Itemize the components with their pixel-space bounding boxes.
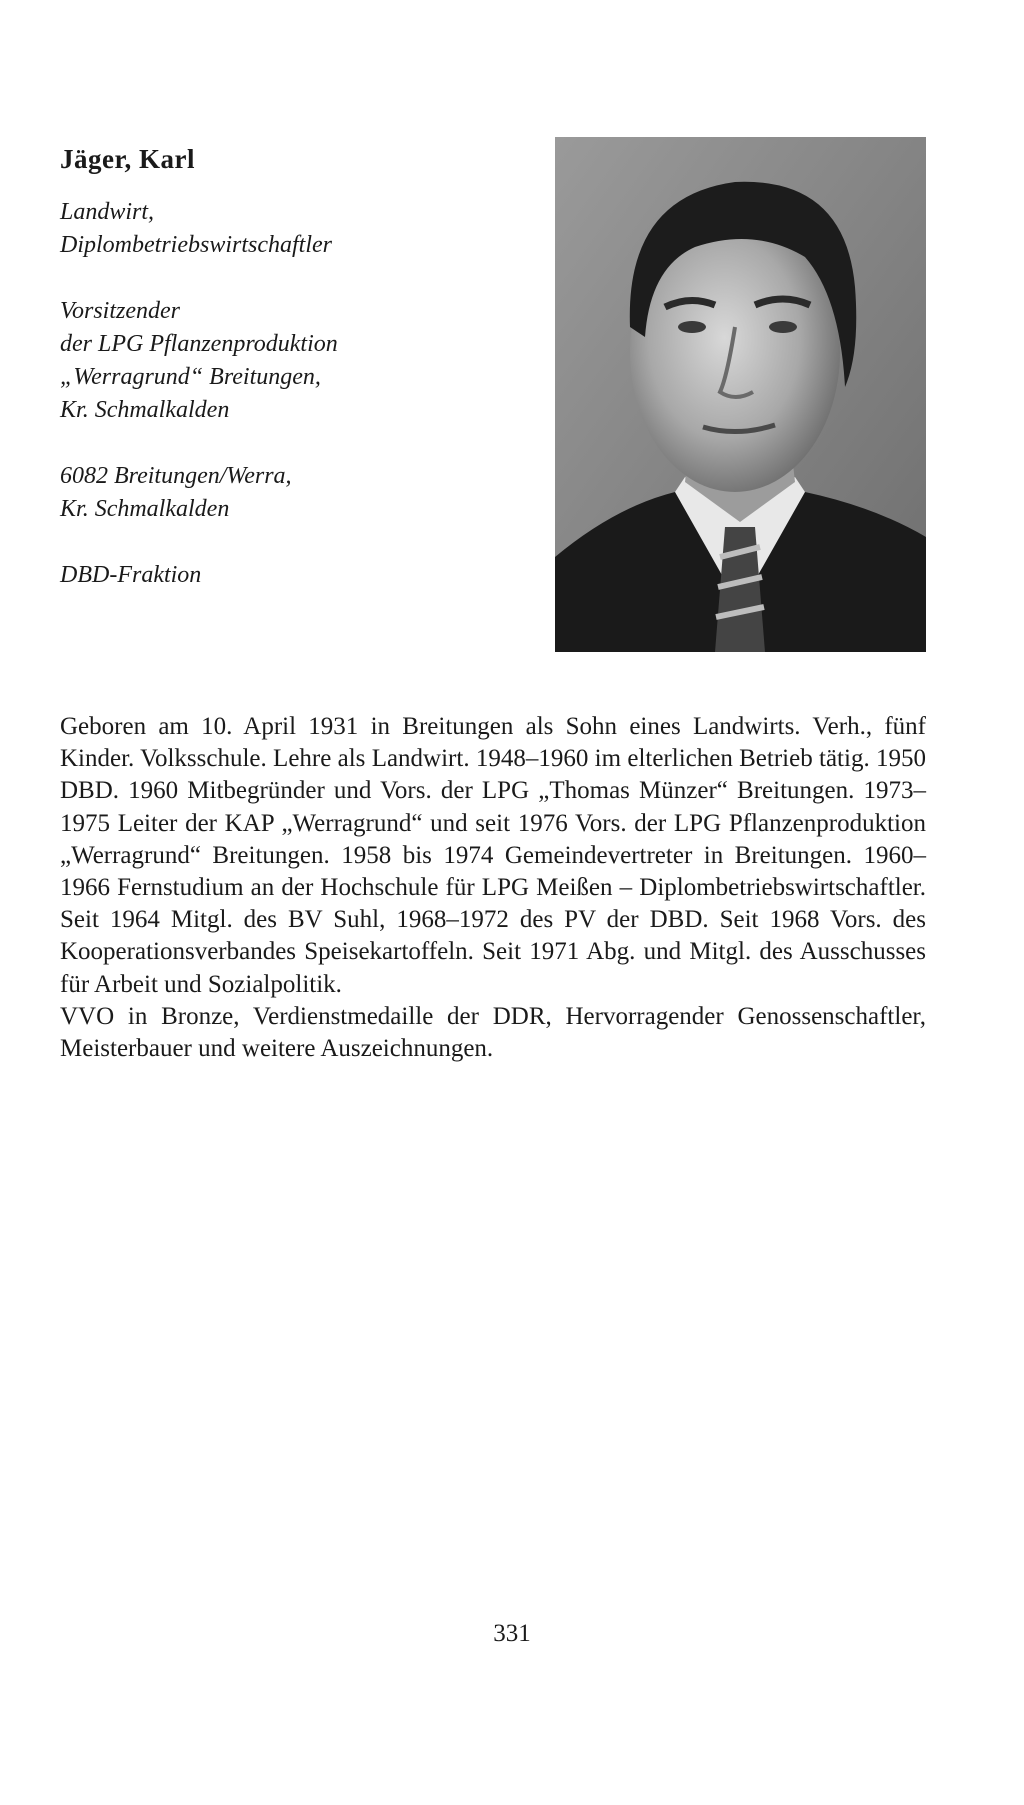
faction: [60, 559, 530, 592]
entry-name: Jäger, Karl: [60, 144, 195, 174]
position-line: „Werragrund“ Breitungen,: [60, 364, 321, 390]
position-line: Kr. Schmalkalden: [60, 397, 230, 423]
address: [60, 460, 530, 526]
address-line: Kr. Schmalkalden: [60, 496, 230, 522]
biography-paragraph: VVO in Bronze, Verdienstmedaille der DDR, Hervorragender Genossenschaftler, Meisterbauer und weitere Auszeichnungen.: [60, 1002, 926, 1063]
biography: [60, 711, 926, 1065]
position-line: der LPG Pflanzenproduktion: [60, 331, 338, 357]
position-line: Vorsitzender: [60, 298, 180, 324]
profession-line: Diplombetriebswirtschaftler: [60, 232, 332, 258]
portrait-photo: [555, 137, 926, 652]
profession: [60, 196, 530, 262]
faction-label: DBD-Fraktion: [60, 562, 202, 588]
page-number: 331: [493, 1620, 531, 1647]
biography-paragraph: Geboren am 10. April 1931 in Breitungen als Sohn eines Landwirts. Verh., fünf Kinder. Volksschule. Lehre als Landwirt. 1948–1960 im elterlichen Betrieb tätig. 1950 DBD. 1960 Mitbegründer und Vors. der LPG „Thomas Münzer“ Breitungen. 1973–1975 Leiter der KAP „Werragrund“ und seit 1976 Vors. der LPG Pflanzenproduktion „Werragrund“ Breitungen. 1958 bis 1974 Gemeindevertreter in Breitungen. 1960–1966 Fernstudium an der Hochschule für LPG Meißen – Diplombetriebswirtschaftler. Seit 1964 Mitgl. des BV Suhl, 1968–1972 des PV der DBD. Seit 1968 Vors. des Kooperationsverbandes Speisekartoffeln. Seit 1971 Abg. und Mitgl. des Ausschusses für Arbeit und Sozialpolitik.: [60, 713, 926, 998]
entry-details: [60, 196, 530, 625]
profession-line: Landwirt,: [60, 199, 155, 225]
address-line: 6082 Breitungen/Werra,: [60, 463, 292, 489]
position: [60, 295, 530, 427]
